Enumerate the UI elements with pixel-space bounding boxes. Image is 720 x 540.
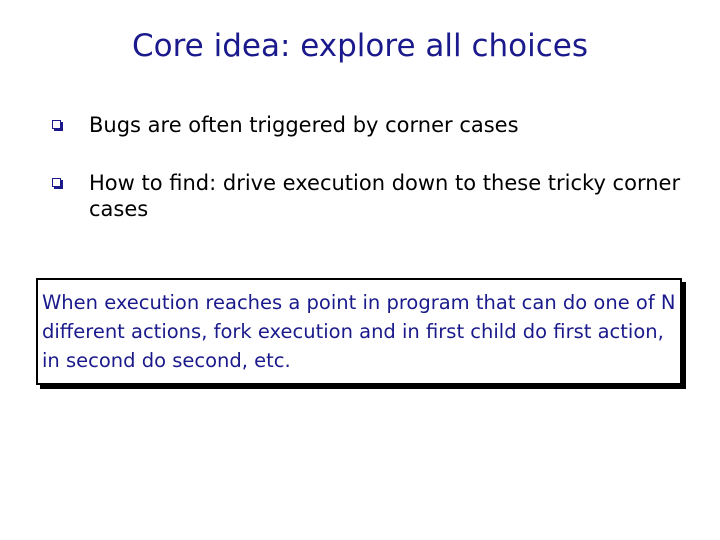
- callout-box: [36, 278, 682, 385]
- bullet-list: [52, 112, 692, 222]
- square-bullet-icon: [52, 120, 61, 129]
- slide-title: Core idea: explore all choices: [132, 28, 588, 64]
- square-bullet-icon: [52, 178, 61, 187]
- callout-text: When execution reaches a point in program that can do one of N different actions, fork execution and in first child do first action, in second do second, etc.: [42, 291, 676, 372]
- bullet-item: [52, 112, 692, 138]
- bullet-text: How to find: drive execution down to these tricky corner cases: [89, 171, 681, 221]
- bullet-item: [52, 170, 692, 222]
- bullet-text: Bugs are often triggered by corner cases: [89, 113, 519, 137]
